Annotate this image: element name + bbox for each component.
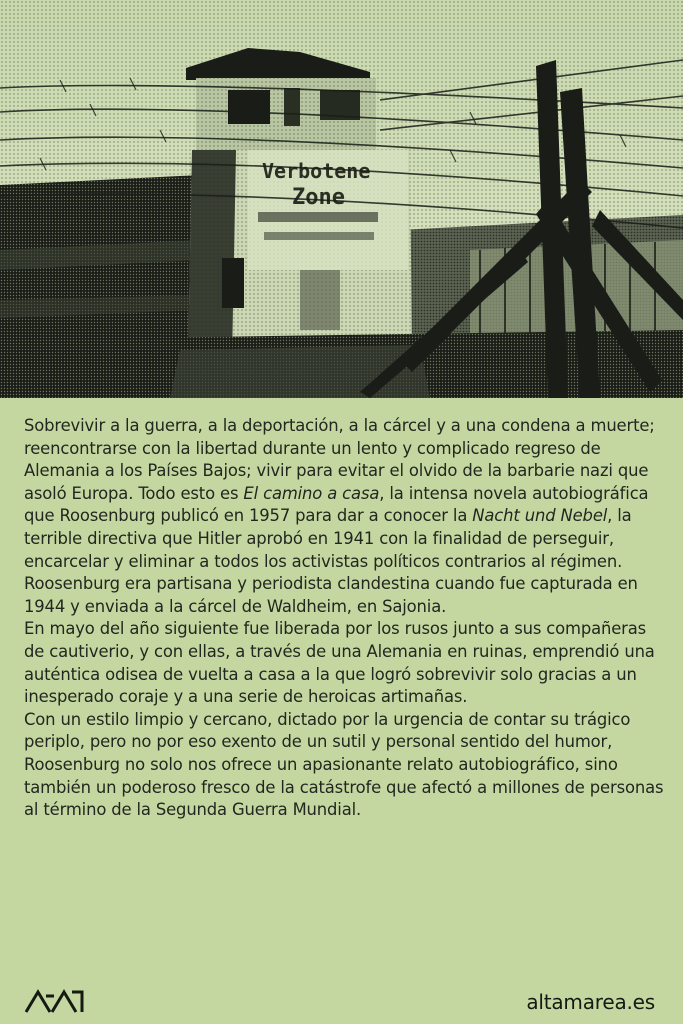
publisher-website: altamarea.es bbox=[526, 990, 655, 1014]
altamarea-logo-icon bbox=[24, 988, 84, 1014]
blurb-paragraph-1-part-b: , la intensa novela autobiográfica que Roosenburg publicó en 1957 para dar a conocer la bbox=[24, 483, 649, 526]
sign-line-1: Verbotene bbox=[262, 159, 371, 183]
directive-name: Nacht und Nebel bbox=[472, 506, 608, 526]
blurb-paragraph-2: Roosenburg era partisana y periodista clandestina cuando fue capturada en 1944 y enviada a la cárcel de Waldheim, en Sajonia. bbox=[24, 574, 638, 616]
blurb-paragraph-4: Con un estilo limpio y cercano, dictado por la urgencia de contar su trágico periplo, pero no por eso exento de un sutil y personal sentido del humor, Roosenburg no solo nos ofrece un apasionante relato autobiográfico, sino también un poderoso fresco de la catástrofe que afectó a millones de personas al término de la Segunda Guerra Mundial. bbox=[24, 709, 664, 820]
back-cover-blurb bbox=[24, 415, 664, 822]
blurb-paragraph-1-part-c: , la terrible directiva que Hitler aprobó en 1941 con la finalidad de perseguir, encarcelar y eliminar a todos los activistas políticos contrarios al régimen. bbox=[24, 506, 632, 571]
blurb-paragraph-3: En mayo del año siguiente fue liberada por los rusos junto a sus compañeras de cautiverio, y con ellas, a través de una Alemania en ruinas, emprendió una auténtica odisea de vuelta a casa a la que logró sobrevivir solo gracias a un inesperado coraje y a una serie de heroicas artimañas. bbox=[24, 619, 655, 707]
sign-line-2: Zone bbox=[292, 185, 345, 210]
cover-photo bbox=[0, 0, 683, 398]
watchtower-photo-illustration bbox=[0, 0, 683, 398]
blurb-paragraph-1-part-a: Sobrevivir a la guerra, a la deportación, a la cárcel y a una condena a muerte; reencontrarse con la libertad durante un lento y complicado regreso de Alemania a los Países Bajos; vivir para evitar el olvido de la barbarie nazi que asoló Europa. Todo esto es bbox=[24, 416, 655, 503]
blurb-paragraph-1 bbox=[24, 415, 664, 573]
book-title: El camino a casa bbox=[243, 483, 380, 503]
